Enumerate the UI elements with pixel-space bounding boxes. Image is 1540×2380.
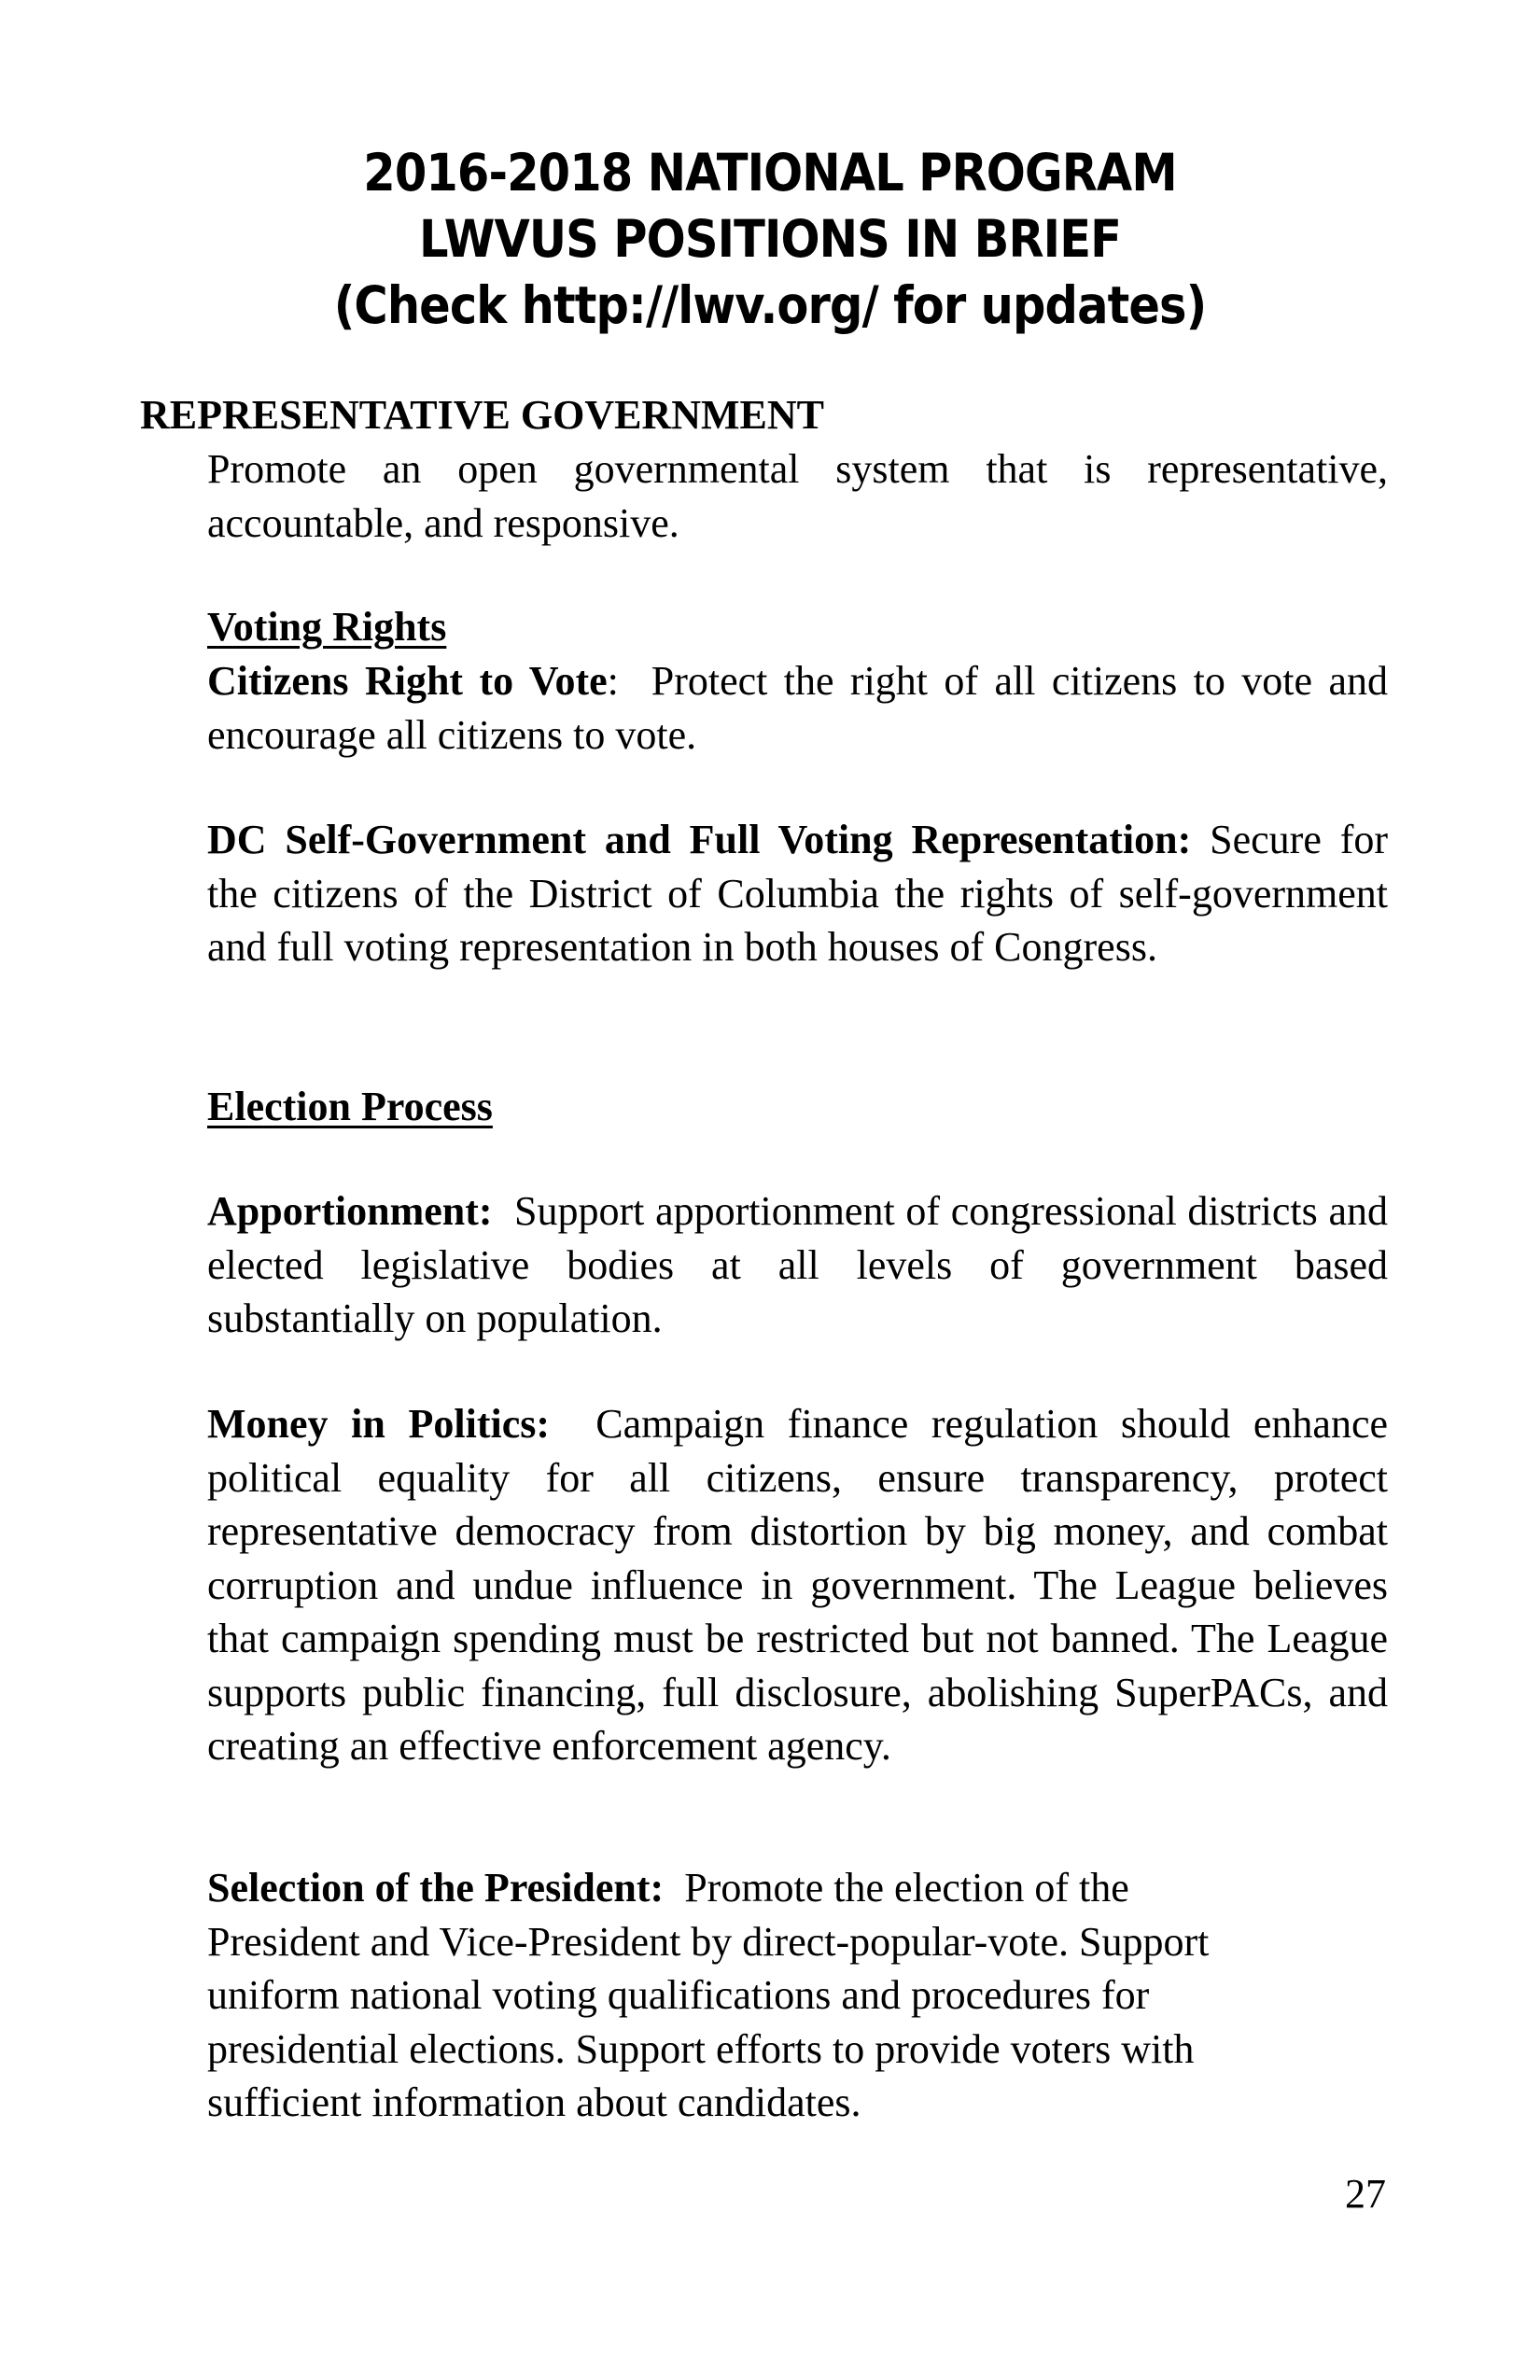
voting-rights-heading-text: Voting Rights	[207, 604, 447, 650]
citizens-right-label: Citizens Right to Vote	[207, 658, 608, 704]
title-line-2: LWVUS POSITIONS IN BRIEF	[418, 209, 1122, 269]
dc-text: Secure for the citizens of the District of Columbia the rights of self-government and full voting representation in both houses of Congress.	[207, 817, 1389, 970]
apportionment-paragraph	[207, 1184, 1388, 1346]
section-intro-text: Promote an open governmental system that is representative, accountable, and responsive.	[207, 446, 1388, 546]
citizens-right-colon: :	[607, 658, 619, 704]
president-line-3: uniform national voting qualifications and procedures for	[207, 1972, 1150, 2018]
money-paragraph	[207, 1397, 1388, 1773]
citizens-right-text: Protect the right of all citizens to vote and encourage all citizens to vote.	[207, 658, 1388, 758]
voting-rights-heading	[207, 600, 1388, 654]
page-title	[0, 140, 1540, 339]
money-label: Money in Politics:	[207, 1401, 551, 1447]
page-number: 27	[1345, 2171, 1386, 2217]
election-process-heading	[207, 1080, 1388, 1134]
title-line-3: (Check http://lwv.org/ for updates)	[333, 275, 1207, 335]
president-line-4: presidential elections. Support efforts to provide voters with	[207, 2025, 1195, 2072]
section-intro	[207, 442, 1388, 550]
citizens-right-paragraph	[207, 654, 1388, 762]
president-line-1	[207, 1861, 1388, 1915]
apportionment-label: Apportionment:	[207, 1188, 493, 1234]
president-line-5: sufficient information about candidates.	[207, 2079, 861, 2125]
president-paragraph	[207, 1861, 1388, 2130]
president-label: Selection of the President:	[207, 1865, 665, 1911]
money-text: Campaign finance regulation should enhance political equality for all citizens, ensure transparency, protect representative democracy from distortion by big money, and combat corruption and undue influence in government. The League believes that campaign spending must be restricted but not banned. The League supports public financing, full disclosure, abolishing SuperPACs, and creating an effective enforcement agency.	[207, 1401, 1389, 1769]
dc-label: DC Self-Government and Full Voting Representation:	[207, 817, 1192, 862]
apportionment-text: Support apportionment of congressional districts and elected legislative bodies at all levels of government based substantially on population.	[207, 1188, 1388, 1341]
election-process-heading-text: Election Process	[207, 1084, 493, 1129]
president-line-2: President and Vice-President by direct-popular-vote. Support	[207, 1918, 1210, 1965]
president-text-1: Promote the election of the	[684, 1865, 1129, 1911]
section-heading: REPRESENTATIVE GOVERNMENT	[140, 392, 825, 438]
dc-paragraph	[207, 813, 1388, 974]
title-line-1: 2016-2018 NATIONAL PROGRAM	[363, 143, 1177, 203]
